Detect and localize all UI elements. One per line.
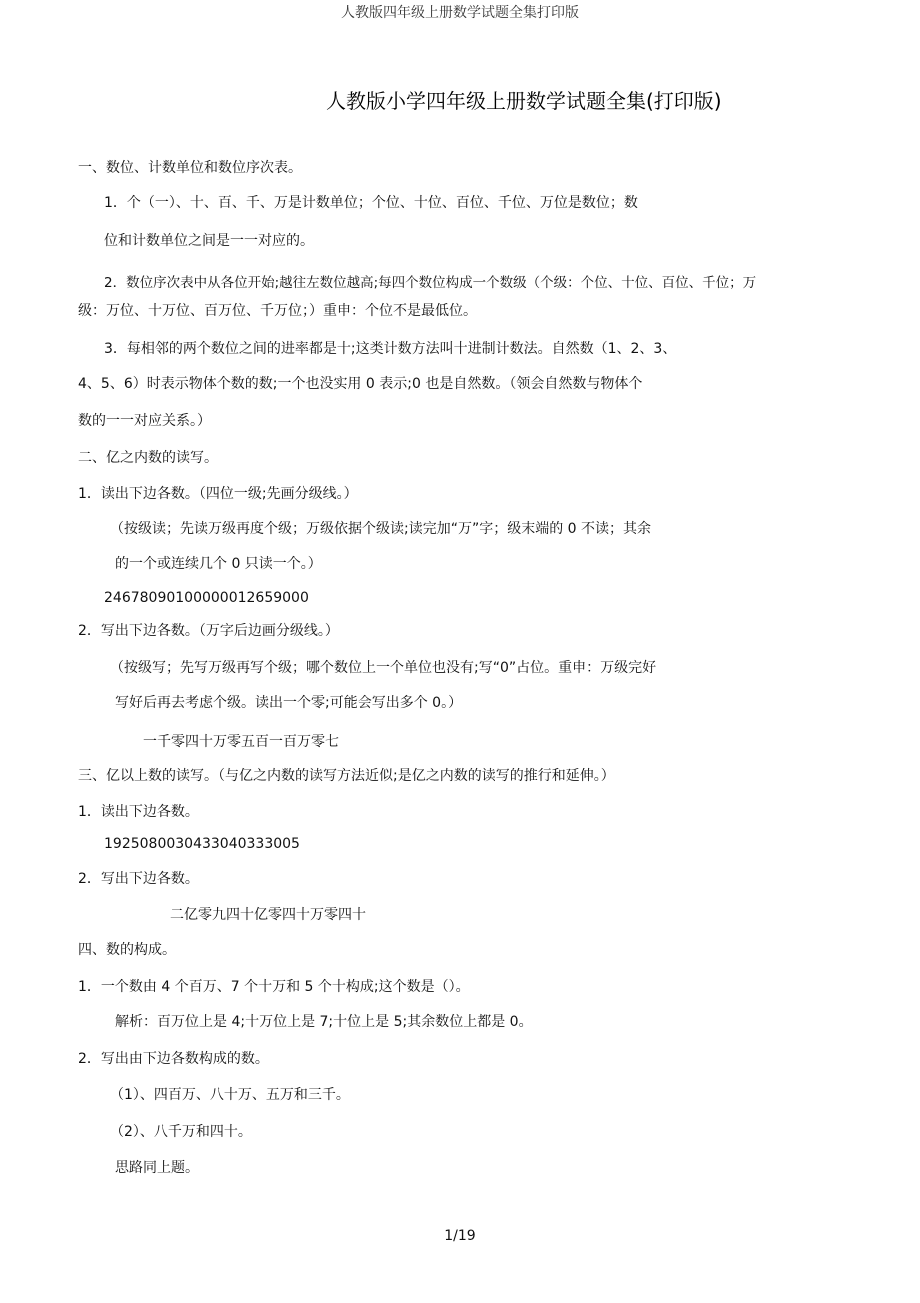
paragraph-line: 1．个（一）、十、百、千、万是计数单位；个位、十位、百位、千位、万位是数位；数 — [104, 195, 638, 211]
number-line: 二亿零九四十亿零四十万零四十 — [170, 907, 366, 923]
number-line: 24678090100000012659000 — [104, 590, 309, 606]
hint-line: （按级写；先写万级再写个级；哪个数位上一个单位也没有;写“0”占位。重申：万级完好 — [110, 660, 657, 676]
section-heading: 三、亿以上数的读写。（与亿之内数的读写方法近似;是亿之内数的读写的推行和延伸。） — [78, 768, 615, 784]
number-line: 1925080030433040333005 — [104, 836, 300, 852]
paragraph-line: 4、5、6）时表示物体个数的数;一个也没实用 0 表示;0 也是自然数。（领会自然数与物体个 — [78, 376, 643, 392]
hint-line: 解析：百万位上是 4;十万位上是 7;十位上是 5;其余数位上都是 0。 — [115, 1014, 533, 1030]
question-line: 2．写出下边各数。（万字后边画分级线。） — [78, 623, 339, 639]
number-line: 一千零四十万零五百一百万零七 — [143, 734, 339, 750]
paragraph-line: 级：万位、十万位、百万位、千万位；）重申：个位不是最低位。 — [78, 303, 477, 319]
sub-question-line: （1）、四百万、八十万、五万和三千。 — [110, 1087, 350, 1103]
hint-line: （按级读；先读万级再度个级；万级依据个级读;读完加“万”字；级末端的 0 不读；其余 — [110, 521, 652, 537]
hint-line: 思路同上题。 — [115, 1160, 199, 1176]
hint-line: 写好后再去考虑个级。读出一个零;可能会写出多个 0。） — [115, 695, 463, 711]
sub-question-line: （2）、八千万和四十。 — [110, 1124, 252, 1140]
header-title: 人教版四年级上册数学试题全集打印版 — [341, 5, 579, 21]
hint-line: 的一个或连续几个 0 只读一个。） — [115, 556, 322, 572]
question-line: 2．写出由下边各数构成的数。 — [78, 1051, 269, 1067]
paragraph-line: 数的一一对应关系。） — [78, 413, 211, 429]
paragraph-line: 3．每相邻的两个数位之间的进率都是十;这类计数方法叫十进制计数法。自然数（1、2、3、 — [104, 341, 677, 357]
paragraph-line: 位和计数单位之间是一一对应的。 — [104, 233, 314, 249]
question-line: 1．读出下边各数。（四位一级;先画分级线。） — [78, 486, 358, 502]
question-line: 2．写出下边各数。 — [78, 871, 199, 887]
question-line: 1．一个数由 4 个百万、7 个十万和 5 个十构成;这个数是（）。 — [78, 979, 470, 995]
question-line: 1．读出下边各数。 — [78, 804, 199, 820]
section-heading: 二、亿之内数的读写。 — [78, 450, 218, 466]
section-heading: 一、数位、计数单位和数位序次表。 — [78, 160, 302, 176]
document-title: 人教版小学四年级上册数学试题全集(打印版) — [326, 89, 722, 113]
section-heading: 四、数的构成。 — [78, 942, 176, 958]
paragraph-line: 2．数位序次表中从各位开始;越往左数位越高;每四个数位构成一个数级（个级：个位、十位、百位、千位；万 — [104, 275, 757, 291]
page-number: 1/19 — [444, 1228, 476, 1244]
